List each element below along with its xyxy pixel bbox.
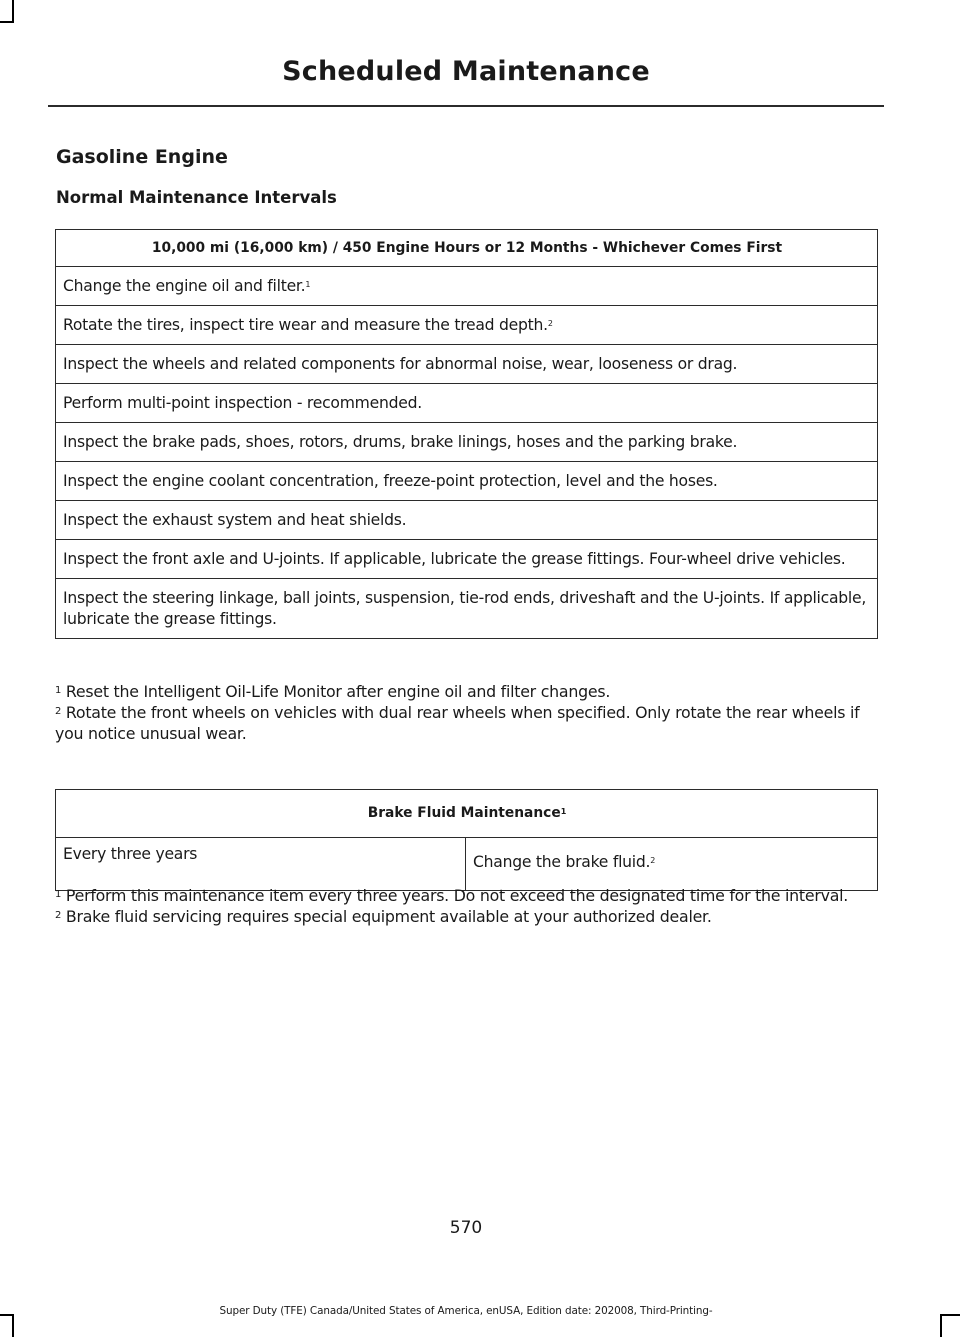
footnote-mark: 2 (55, 910, 62, 921)
footnote-mark: 2 (55, 706, 62, 717)
table-row (56, 462, 878, 501)
footnote-ref: 1 (560, 807, 567, 816)
footnote-mark: 1 (55, 685, 62, 696)
table-row (56, 501, 878, 540)
page-number: 570 (449, 1218, 483, 1238)
brake-fluid-table (55, 789, 878, 891)
row-text: Perform multi-point inspection - recommended. (56, 384, 878, 423)
footnote (55, 702, 878, 744)
row-text: Rotate the tires, inspect tire wear and measure the tread depth. (63, 316, 548, 334)
row-text: Inspect the engine coolant concentration, freeze-point protection, level and the hoses. (56, 462, 878, 501)
maintenance-footnotes (55, 681, 878, 744)
row-text: Inspect the wheels and related components for abnormal noise, wear, looseness or drag. (56, 345, 878, 384)
row-text: Inspect the brake pads, shoes, rotors, drums, brake linings, hoses and the parking brake. (56, 423, 878, 462)
table-row (56, 384, 878, 423)
page-header-title: Scheduled Maintenance (282, 56, 650, 87)
footnote-ref: 2 (650, 856, 656, 865)
maintenance-table-header: 10,000 mi (16,000 km) / 450 Engine Hours or 12 Months - Whichever Comes First (56, 230, 878, 267)
table-row (56, 838, 878, 891)
table-row (56, 345, 878, 384)
table-row (56, 306, 878, 345)
footnote-text: Brake fluid servicing requires special equipment available at your authorized dealer. (61, 907, 712, 926)
crop-mark (940, 1314, 960, 1316)
crop-mark (0, 21, 14, 23)
page-footer: Super Duty (TFE) Canada/United States of America, enUSA, Edition date: 202008, Third-Printing- (219, 1305, 713, 1317)
maintenance-interval-table (55, 229, 878, 639)
crop-mark (940, 1314, 942, 1337)
footnote (55, 681, 878, 702)
brake-action-cell (466, 838, 878, 891)
row-text: Inspect the exhaust system and heat shields. (56, 501, 878, 540)
table-row (56, 423, 878, 462)
footnote-text: Rotate the front wheels on vehicles with dual rear wheels when specified. Only rotate the rear wheels if you notice unusual wear. (55, 703, 860, 743)
brake-footnotes (55, 885, 878, 927)
footnote-ref: 2 (547, 319, 553, 328)
table-row (56, 540, 878, 579)
row-text: Change the engine oil and filter. (63, 277, 306, 295)
section-subtitle: Normal Maintenance Intervals (56, 188, 337, 207)
footnote (55, 885, 878, 906)
brake-table-header (56, 790, 878, 838)
brake-table-header-text: Brake Fluid Maintenance (367, 805, 561, 821)
crop-mark (12, 0, 14, 22)
crop-mark (12, 1314, 14, 1337)
footnote-text: Reset the Intelligent Oil-Life Monitor after engine oil and filter changes. (61, 682, 611, 701)
row-text: Inspect the steering linkage, ball joints, suspension, tie-rod ends, driveshaft and the U-joints. If applicable, lubricate the grease fittings. (56, 579, 878, 639)
footnote (55, 906, 878, 927)
table-row (56, 267, 878, 306)
section-title: Gasoline Engine (56, 146, 228, 168)
footnote-text: Perform this maintenance item every three years. Do not exceed the designated time for the interval. (61, 886, 849, 905)
brake-action-text: Change the brake fluid. (473, 853, 651, 871)
footnote-ref: 1 (305, 280, 311, 289)
brake-interval-cell: Every three years (56, 838, 466, 891)
row-text: Inspect the front axle and U-joints. If applicable, lubricate the grease fittings. Four-wheel drive vehicles. (56, 540, 878, 579)
header-divider (48, 105, 884, 107)
table-row (56, 579, 878, 639)
footnote-mark: 1 (55, 889, 62, 900)
